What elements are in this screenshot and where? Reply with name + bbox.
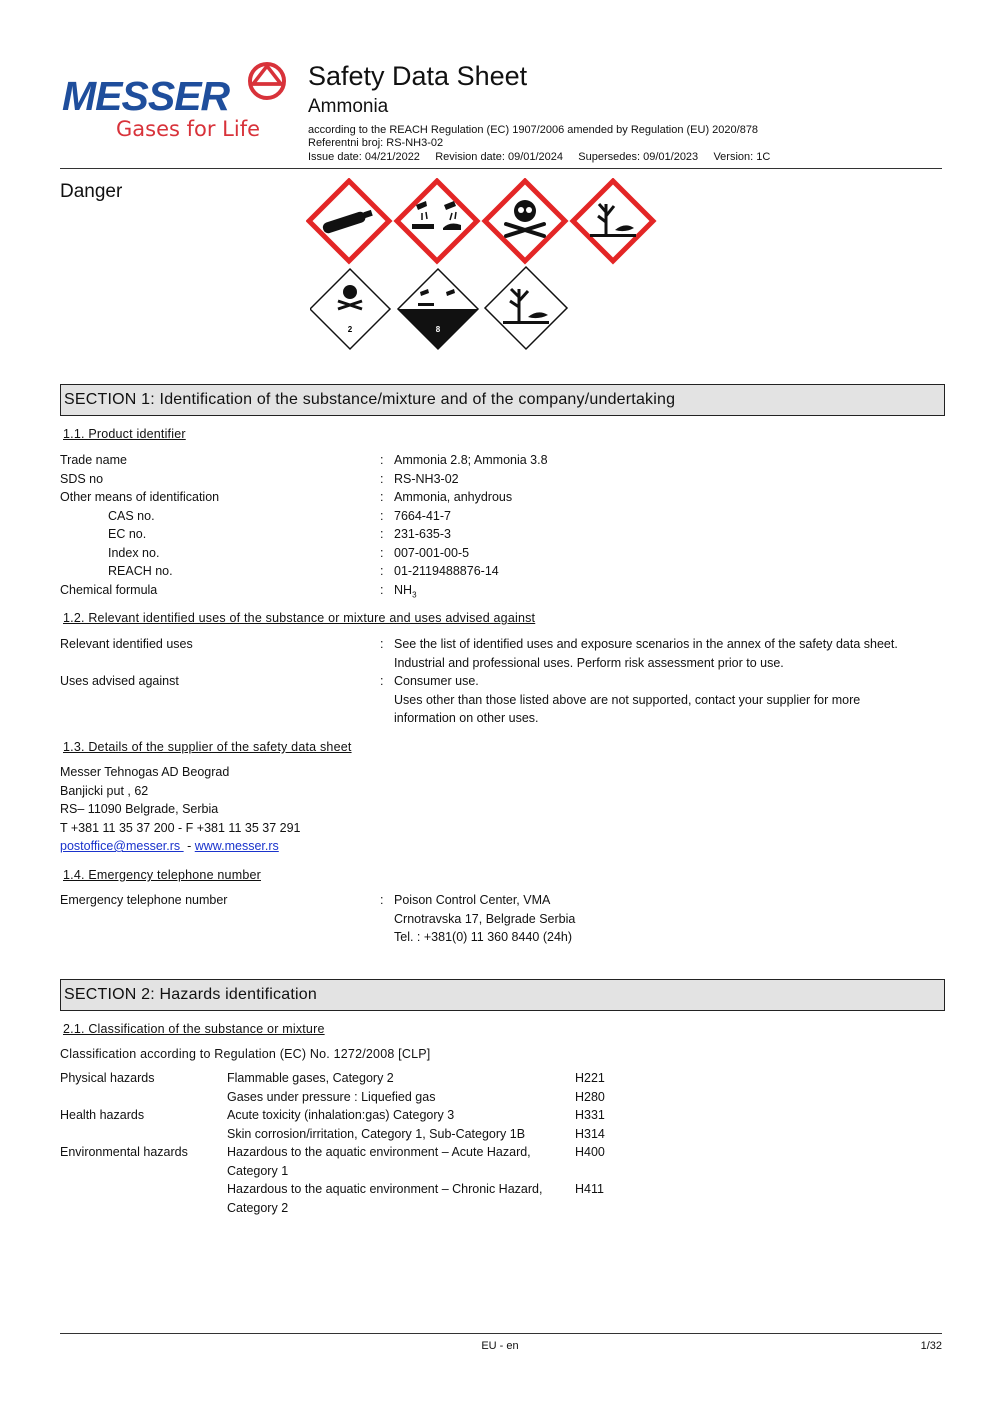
- environment-icon: [573, 181, 653, 261]
- toxic-gas-label-icon: [310, 269, 390, 349]
- classification-row: Physical hazards Flammable gases, Category 2 H221: [60, 1071, 605, 1085]
- row-cas-no: CAS no. : 7664-41-7: [108, 508, 451, 523]
- classification-row: Hazardous to the aquatic environment – Chronic Hazard, H411: [227, 1182, 604, 1196]
- supplier-name: Messer Tehnogas AD Beograd: [60, 765, 230, 779]
- heading-2-1: 2.1. Classification of the substance or mixture: [63, 1022, 325, 1036]
- supplier-city: RS– 11090 Belgrade, Serbia: [60, 802, 219, 816]
- row-trade-name: Trade name : Ammonia 2.8; Ammonia 3.8: [60, 453, 548, 467]
- skull-crossbones-icon: [485, 181, 565, 261]
- transport-class-8: 8: [435, 325, 441, 334]
- signal-word: Danger: [60, 181, 123, 202]
- row-index-no: Index no. : 007-001-00-5: [108, 545, 470, 560]
- email-link[interactable]: postoffice@messer.rs: [60, 839, 184, 853]
- supplier-phone-fax: T +381 11 35 37 200 - F +381 11 35 37 291: [60, 820, 301, 835]
- regulation-line: according to the REACH Regulation (EC) 1907/2006 amended by Regulation (EU) 2020/878: [308, 124, 759, 136]
- transport-class-2: 2: [347, 325, 353, 334]
- classification-row: Gases under pressure : Liquefied gas H280: [227, 1089, 605, 1104]
- website-link[interactable]: www.messer.rs: [194, 839, 279, 853]
- gas-cylinder-icon: [309, 181, 389, 261]
- heading-1-4: 1.4. Emergency telephone number: [63, 868, 261, 882]
- page-number: 1/32: [920, 1340, 942, 1352]
- section1-title: SECTION 1: Identification of the substance/mixture and of the company/undertaking: [60, 384, 945, 416]
- logo-wordmark: MESSER: [62, 73, 230, 119]
- row-reach-no: REACH no. : 01-2119488876-14: [108, 564, 499, 578]
- row-identified-uses: Relevant identified uses : See the list of identified uses and exposure scenarios in the annex of the safety data sheet.: [60, 637, 898, 651]
- reference-line: Referentni broj: RS-NH3-02: [308, 137, 444, 149]
- product-name: Ammonia: [308, 96, 389, 117]
- transport-pictograms: [310, 265, 572, 353]
- issue-line: Issue date: 04/21/2022 Revision date: 09/01/2024 Supersedes: 09/01/2023 Version: 1C: [308, 151, 771, 163]
- classification-row: Health hazards Acute toxicity (inhalation:gas) Category 3 H331: [60, 1108, 605, 1122]
- row-ec-no: EC no. : 231-635-3: [108, 527, 451, 541]
- supplier-street: Banjicki put , 62: [60, 783, 149, 798]
- row-other-means: Other means of identification : Ammonia, anhydrous: [60, 490, 513, 504]
- heading-1-2: 1.2. Relevant identified uses of the substance or mixture and uses advised against: [63, 611, 536, 625]
- environment-label-icon: [485, 267, 567, 349]
- messer-logo-icon: [246, 60, 288, 102]
- clp-heading: Classification according to Regulation (EC) No. 1272/2008 [CLP]: [60, 1047, 431, 1061]
- row-emergency-phone: Emergency telephone number : Poison Control Center, VMA: [60, 893, 551, 907]
- row-uses-advised-against: Uses advised against : Consumer use.: [60, 674, 479, 688]
- supplier-contacts: postoffice@messer.rs - www.messer.rs: [60, 839, 279, 853]
- footer-rule: [60, 1333, 942, 1334]
- heading-1-1: 1.1. Product identifier: [63, 427, 186, 441]
- heading-1-3: 1.3. Details of the supplier of the safety data sheet: [63, 740, 352, 754]
- header-rule: [60, 168, 942, 169]
- row-chemical-formula: Chemical formula : $NH_3$: [60, 582, 417, 599]
- logo-tagline: Gases for Life: [116, 117, 261, 141]
- document-title: Safety Data Sheet: [308, 61, 528, 91]
- row-sds-no: SDS no : RS-NH3-02: [60, 471, 459, 486]
- section2-title: SECTION 2: Hazards identification: [60, 979, 945, 1011]
- classification-row: Skin corrosion/irritation, Category 1, Sub-Category 1B H314: [227, 1126, 605, 1141]
- classification-row: Environmental hazards Hazardous to the aquatic environment – Acute Hazard, H400: [60, 1145, 605, 1159]
- corrosive-label-icon: [398, 269, 478, 349]
- footer-locale: EU - en: [481, 1340, 519, 1352]
- corrosion-icon: [397, 181, 477, 261]
- ghs-pictograms: [306, 178, 658, 266]
